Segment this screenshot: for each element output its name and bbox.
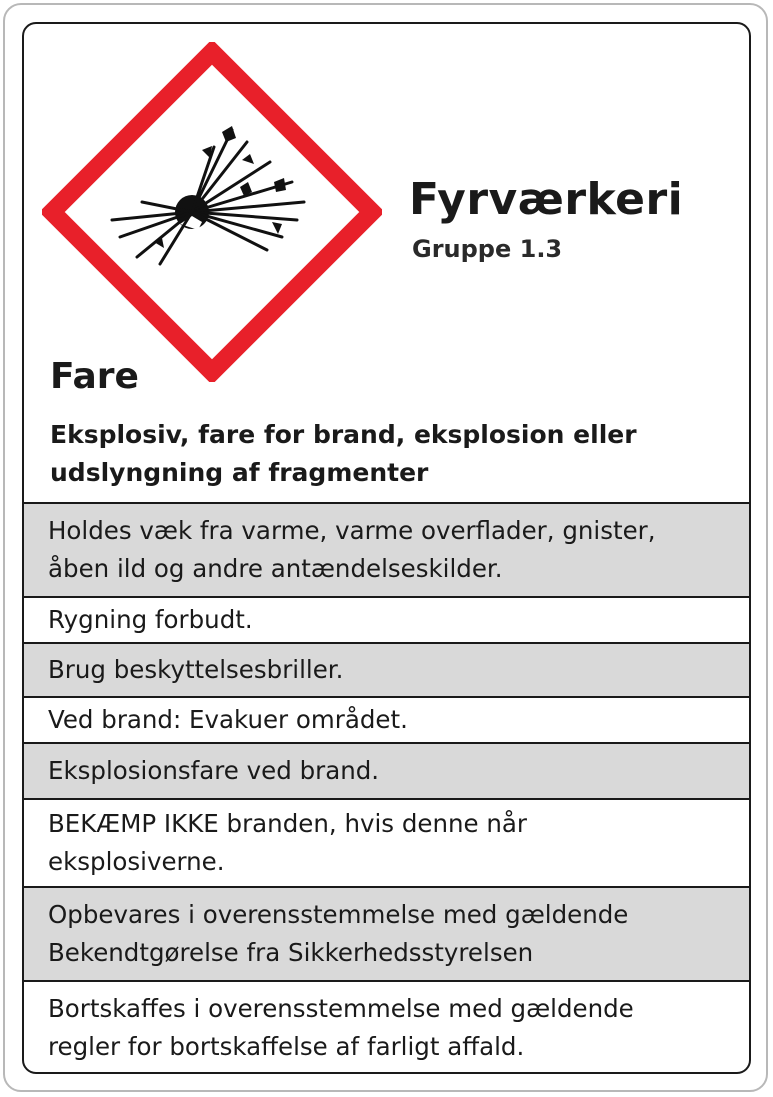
precaution-row [24, 698, 749, 744]
precaution-row [24, 982, 749, 1074]
precaution-text: Eksplosionsfare ved brand. [48, 756, 380, 785]
precaution-text: Bortskaffes i overensstemmelse med gældende regler for bortskaffelse af farligt affald. [48, 994, 634, 1061]
precaution-row [24, 744, 749, 800]
precaution-row [24, 644, 749, 698]
precaution-text: Brug beskyttelsesbriller. [48, 655, 344, 684]
precaution-text: Holdes væk fra varme, varme overflader, gnister, åben ild og andre antændelseskilder. [48, 516, 656, 583]
precaution-row [24, 598, 749, 644]
precaution-text: Ved brand: Evakuer området. [48, 705, 408, 734]
hazard-label [22, 22, 751, 1074]
precaution-text: BEKÆMP IKKE branden, hvis denne når eksplosiverne. [48, 809, 527, 876]
product-group: Gruppe 1.3 [412, 235, 563, 263]
precaution-list [24, 502, 749, 1074]
precaution-row [24, 800, 749, 888]
precaution-text: Rygning forbudt. [48, 605, 253, 634]
explosive-bomb-icon [42, 42, 382, 382]
hazard-statement: Eksplosiv, fare for brand, eksplosion eller udslyngning af fragmenter [50, 420, 637, 487]
product-title: Fyrværkeri [409, 174, 684, 225]
precaution-text: Opbevares i overensstemmelse med gældende Bekendtgørelse fra Sikkerhedsstyrelsen [48, 900, 629, 967]
signal-word: Fare [50, 356, 139, 397]
precaution-row [24, 504, 749, 598]
precaution-row [24, 888, 749, 982]
